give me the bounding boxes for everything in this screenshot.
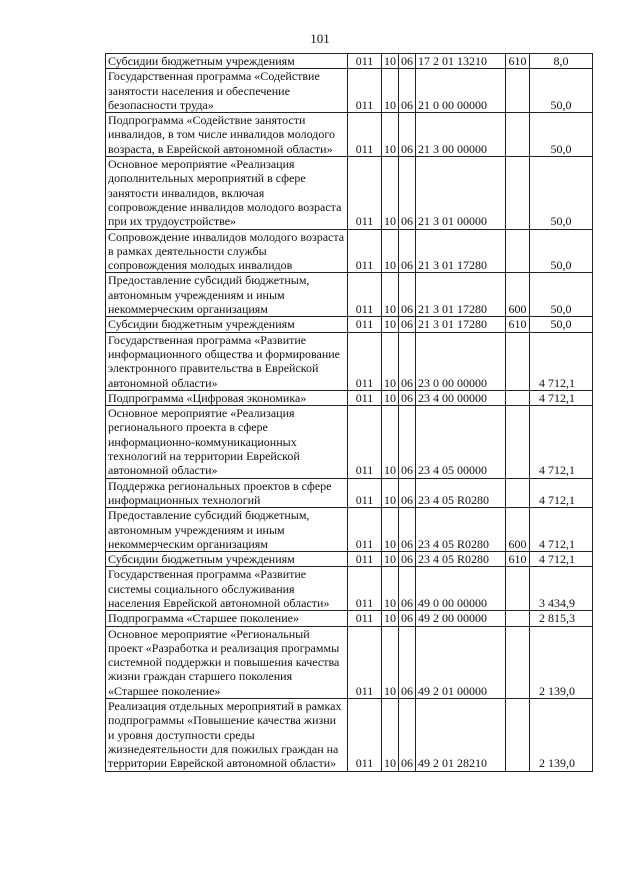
section-code: 10 <box>382 552 399 567</box>
amount: 50,0 <box>530 273 593 317</box>
subsection-code: 06 <box>399 54 416 69</box>
amount: 50,0 <box>530 69 593 113</box>
section-code: 10 <box>382 611 399 626</box>
ministry-code: 011 <box>348 406 382 478</box>
expense-type <box>506 332 530 390</box>
target-article: 49 2 01 00000 <box>416 626 506 698</box>
ministry-code: 011 <box>348 552 382 567</box>
subsection-code: 06 <box>399 273 416 317</box>
table-row <box>106 406 593 478</box>
ministry-code: 011 <box>348 229 382 273</box>
row-name: Основное мероприятие «Региональный проект «Разработка и реализация программы системной поддержки и повышения качества жизни граждан старшего поколения «Старшее поколение» <box>106 626 348 698</box>
table-row <box>106 273 593 317</box>
table-body <box>106 54 593 772</box>
expense-type: 610 <box>506 317 530 332</box>
expense-type: 600 <box>506 273 530 317</box>
table-row <box>106 567 593 611</box>
expense-type: 610 <box>506 54 530 69</box>
amount: 4 712,1 <box>530 478 593 508</box>
subsection-code: 06 <box>399 699 416 771</box>
subsection-code: 06 <box>399 567 416 611</box>
table-row <box>106 54 593 69</box>
row-name: Государственная программа «Содействие занятости населения и обеспечение безопасности труда» <box>106 69 348 113</box>
expense-type <box>506 478 530 508</box>
target-article: 49 2 00 00000 <box>416 611 506 626</box>
ministry-code: 011 <box>348 508 382 552</box>
amount: 50,0 <box>530 157 593 229</box>
amount: 2 139,0 <box>530 626 593 698</box>
ministry-code: 011 <box>348 157 382 229</box>
row-name: Подпрограмма «Старшее поколение» <box>106 611 348 626</box>
section-code: 10 <box>382 406 399 478</box>
section-code: 10 <box>382 390 399 405</box>
ministry-code: 011 <box>348 611 382 626</box>
table-row <box>106 157 593 229</box>
table-row <box>106 699 593 771</box>
ministry-code: 011 <box>348 113 382 157</box>
ministry-code: 011 <box>348 332 382 390</box>
amount: 8,0 <box>530 54 593 69</box>
amount: 2 139,0 <box>530 699 593 771</box>
table-row <box>106 390 593 405</box>
subsection-code: 06 <box>399 69 416 113</box>
expense-type <box>506 229 530 273</box>
target-article: 21 0 00 00000 <box>416 69 506 113</box>
target-article: 21 3 01 17280 <box>416 273 506 317</box>
budget-table <box>105 53 593 772</box>
expense-type <box>506 699 530 771</box>
row-name: Реализация отдельных мероприятий в рамках подпрограммы «Повышение качества жизни и уровня доступности среды жизнедеятельности для пожилых граждан на территории Еврейской автономной области» <box>106 699 348 771</box>
target-article: 17 2 01 13210 <box>416 54 506 69</box>
table-row <box>106 552 593 567</box>
target-article: 23 0 00 00000 <box>416 332 506 390</box>
row-name: Государственная программа «Развитие системы социального обслуживания населения Еврейской автономной области» <box>106 567 348 611</box>
target-article: 49 0 00 00000 <box>416 567 506 611</box>
row-name: Поддержка региональных проектов в сфере информационных технологий <box>106 478 348 508</box>
target-article: 49 2 01 28210 <box>416 699 506 771</box>
section-code: 10 <box>382 626 399 698</box>
ministry-code: 011 <box>348 626 382 698</box>
section-code: 10 <box>382 332 399 390</box>
table-row <box>106 611 593 626</box>
target-article: 23 4 00 00000 <box>416 390 506 405</box>
subsection-code: 06 <box>399 229 416 273</box>
expense-type <box>506 611 530 626</box>
subsection-code: 06 <box>399 332 416 390</box>
row-name: Основное мероприятие «Реализация дополнительных мероприятий в сфере занятости инвалидов, включая сопровождение инвалидов молодого возраста при их трудоустройстве» <box>106 157 348 229</box>
table-row <box>106 69 593 113</box>
ministry-code: 011 <box>348 54 382 69</box>
table-row <box>106 229 593 273</box>
table-row <box>106 332 593 390</box>
ministry-code: 011 <box>348 390 382 405</box>
row-name: Сопровождение инвалидов молодого возраста в рамках деятельности службы сопровождения молодых инвалидов <box>106 229 348 273</box>
amount: 50,0 <box>530 317 593 332</box>
section-code: 10 <box>382 567 399 611</box>
subsection-code: 06 <box>399 390 416 405</box>
ministry-code: 011 <box>348 317 382 332</box>
amount: 4 712,1 <box>530 332 593 390</box>
amount: 2 815,3 <box>530 611 593 626</box>
amount: 3 434,9 <box>530 567 593 611</box>
section-code: 10 <box>382 69 399 113</box>
target-article: 23 4 05 R0280 <box>416 552 506 567</box>
ministry-code: 011 <box>348 478 382 508</box>
expense-type <box>506 406 530 478</box>
table-row <box>106 113 593 157</box>
row-name: Подпрограмма «Цифровая экономика» <box>106 390 348 405</box>
expense-type: 610 <box>506 552 530 567</box>
expense-type <box>506 69 530 113</box>
subsection-code: 06 <box>399 611 416 626</box>
table-row <box>106 478 593 508</box>
amount: 50,0 <box>530 113 593 157</box>
table-row <box>106 317 593 332</box>
subsection-code: 06 <box>399 157 416 229</box>
row-name: Субсидии бюджетным учреждениям <box>106 317 348 332</box>
section-code: 10 <box>382 54 399 69</box>
target-article: 23 4 05 00000 <box>416 406 506 478</box>
target-article: 21 3 00 00000 <box>416 113 506 157</box>
subsection-code: 06 <box>399 317 416 332</box>
ministry-code: 011 <box>348 699 382 771</box>
section-code: 10 <box>382 317 399 332</box>
section-code: 10 <box>382 508 399 552</box>
page-number: 101 <box>310 31 330 46</box>
row-name: Подпрограмма «Содействие занятости инвалидов, в том числе инвалидов молодого возраста, в Еврейской автономной области» <box>106 113 348 157</box>
expense-type <box>506 390 530 405</box>
table-row <box>106 626 593 698</box>
section-code: 10 <box>382 157 399 229</box>
expense-type <box>506 626 530 698</box>
section-code: 10 <box>382 229 399 273</box>
section-code: 10 <box>382 273 399 317</box>
amount: 4 712,1 <box>530 406 593 478</box>
amount: 4 712,1 <box>530 390 593 405</box>
expense-type: 600 <box>506 508 530 552</box>
amount: 50,0 <box>530 229 593 273</box>
row-name: Государственная программа «Развитие информационного общества и формирование электронного правительства в Еврейской автономной области» <box>106 332 348 390</box>
expense-type <box>506 157 530 229</box>
row-name: Предоставление субсидий бюджетным, автономным учреждениям и иным некоммерческим организациям <box>106 273 348 317</box>
target-article: 23 4 05 R0280 <box>416 508 506 552</box>
row-name: Основное мероприятие «Реализация регионального проекта в сфере информационно-коммуникационных технологий на территории Еврейской автономной области» <box>106 406 348 478</box>
subsection-code: 06 <box>399 508 416 552</box>
target-article: 21 3 01 17280 <box>416 317 506 332</box>
target-article: 21 3 01 17280 <box>416 229 506 273</box>
amount: 4 712,1 <box>530 552 593 567</box>
ministry-code: 011 <box>348 567 382 611</box>
section-code: 10 <box>382 113 399 157</box>
target-article: 23 4 05 R0280 <box>416 478 506 508</box>
row-name: Предоставление субсидий бюджетным, автономным учреждениям и иным некоммерческим организациям <box>106 508 348 552</box>
ministry-code: 011 <box>348 273 382 317</box>
subsection-code: 06 <box>399 626 416 698</box>
row-name: Субсидии бюджетным учреждениям <box>106 552 348 567</box>
ministry-code: 011 <box>348 69 382 113</box>
amount: 4 712,1 <box>530 508 593 552</box>
expense-type <box>506 113 530 157</box>
section-code: 10 <box>382 478 399 508</box>
table-row <box>106 508 593 552</box>
subsection-code: 06 <box>399 552 416 567</box>
section-code: 10 <box>382 699 399 771</box>
subsection-code: 06 <box>399 478 416 508</box>
row-name: Субсидии бюджетным учреждениям <box>106 54 348 69</box>
subsection-code: 06 <box>399 406 416 478</box>
subsection-code: 06 <box>399 113 416 157</box>
expense-type <box>506 567 530 611</box>
target-article: 21 3 01 00000 <box>416 157 506 229</box>
